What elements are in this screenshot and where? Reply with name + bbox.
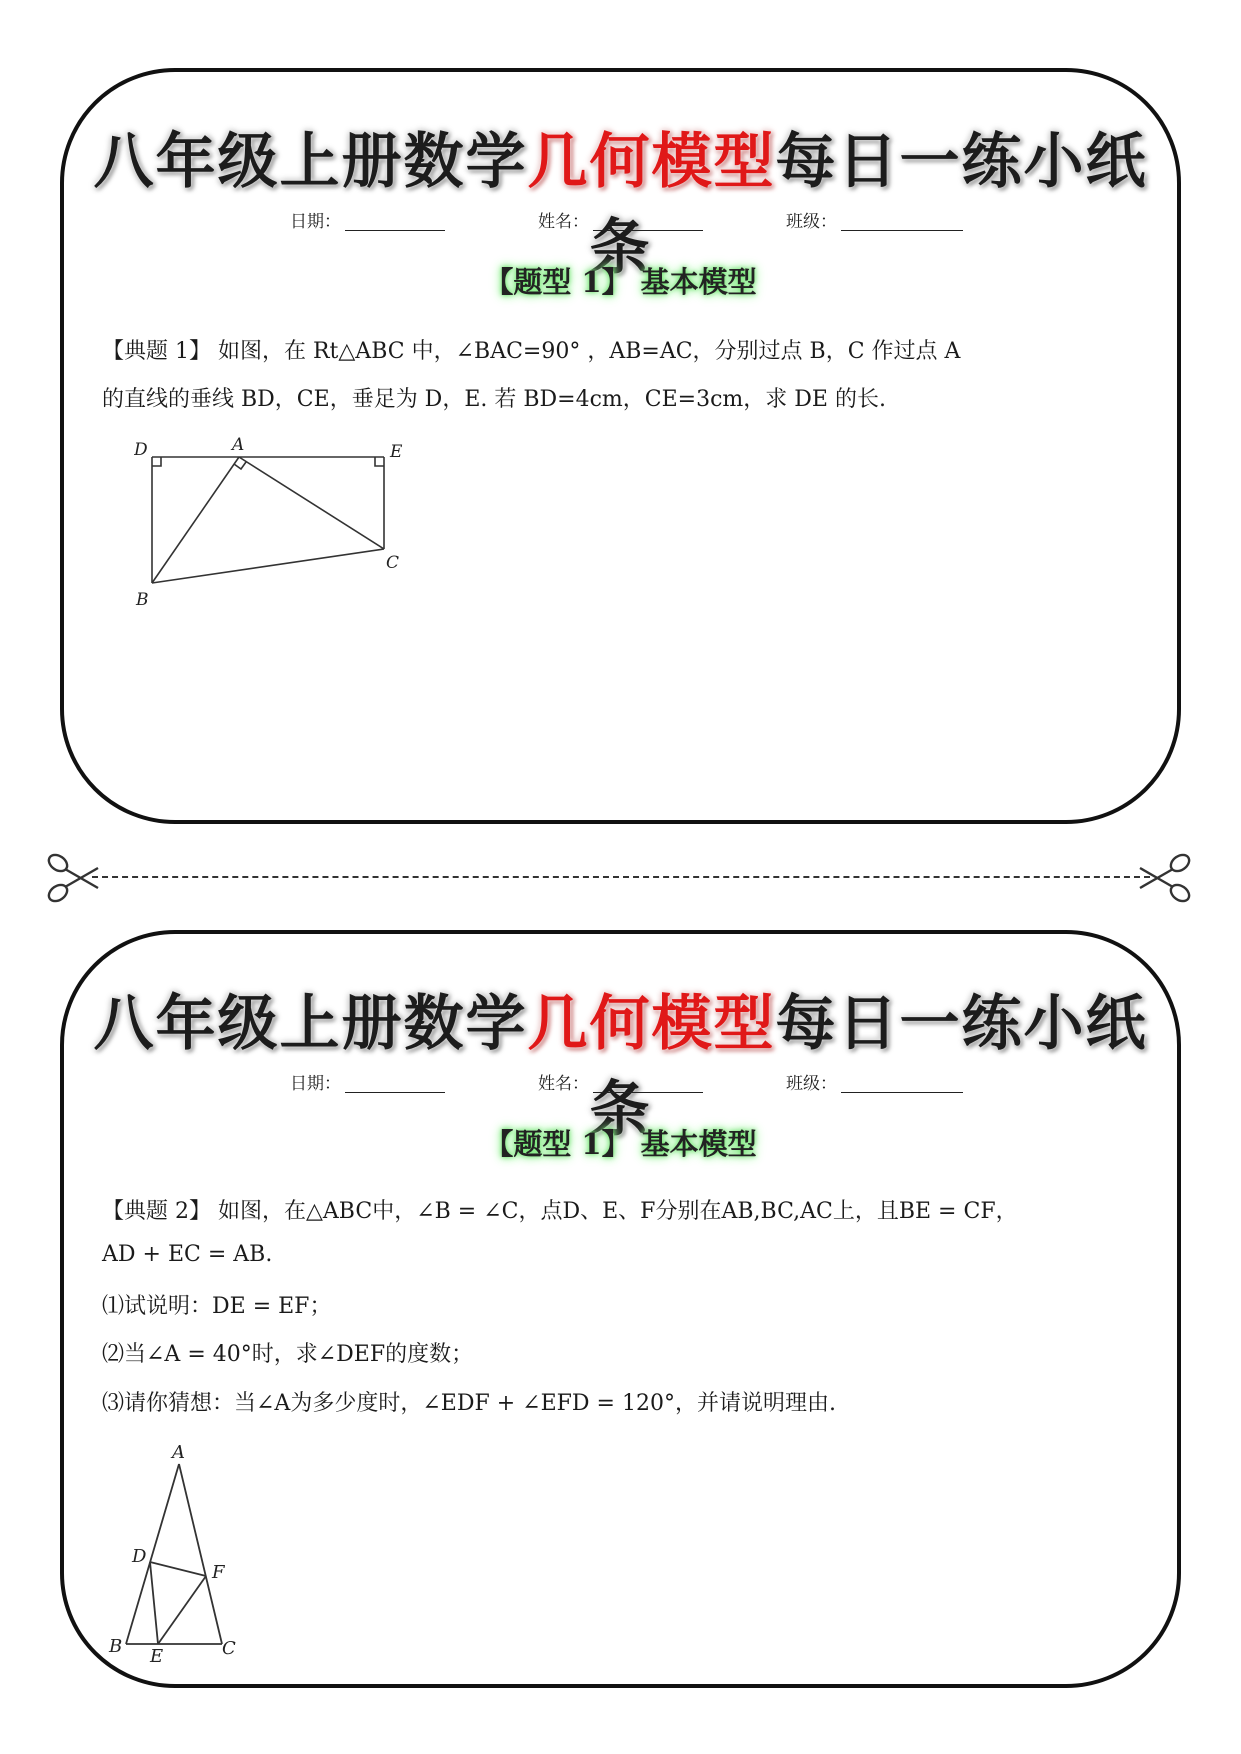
name-label: 姓名： (538, 212, 589, 232)
problem1-figure (134, 437, 474, 637)
label-D: D (132, 1546, 147, 1567)
title-part-2: 每日一练小纸条 (589, 989, 1148, 1145)
date-label: 日期： (290, 1074, 341, 1094)
date-field[interactable] (290, 1069, 445, 1094)
class-blank[interactable] (841, 212, 963, 231)
label-A: A (172, 1442, 185, 1463)
label-F: F (212, 1562, 225, 1583)
problem2-figure (104, 1434, 324, 1674)
class-blank[interactable] (841, 1074, 963, 1093)
right-angle-E (375, 457, 384, 466)
label-C: C (222, 1638, 236, 1659)
label-C: C (386, 553, 400, 573)
label-B: B (136, 590, 149, 610)
class-field[interactable] (786, 207, 963, 232)
class-label: 班级： (786, 1074, 837, 1094)
name-field[interactable] (538, 1069, 703, 1094)
segment-AC (239, 457, 384, 549)
label-E: E (150, 1646, 164, 1667)
segment-BC (152, 549, 384, 583)
title-part-1: 八年级上册数学 (93, 127, 528, 197)
cut-line (92, 876, 1150, 878)
class-field[interactable] (786, 1069, 963, 1094)
name-blank[interactable] (593, 212, 703, 231)
name-blank[interactable] (593, 1074, 703, 1093)
problem2-part-1: ⑴试说明：DE = EF； (102, 1294, 332, 1319)
segment-DE (150, 1562, 158, 1644)
date-field[interactable] (290, 207, 445, 232)
exercise-card-2 (60, 930, 1181, 1688)
problem1-line-1: 【典题 1】 如图，在 Rt△ABC 中，∠BAC=90° ，AB=AC，分别过点 B，C 作过点 A (102, 339, 961, 364)
label-E: E (390, 442, 403, 462)
segment-AC (179, 1464, 222, 1644)
section-heading: 【题型 1】 基本模型 (484, 265, 757, 299)
label-D: D (134, 440, 148, 460)
exercise-card-1 (60, 68, 1181, 824)
segment-AB (152, 457, 239, 583)
scissors-icon-left (44, 850, 100, 906)
class-label: 班级： (786, 212, 837, 232)
segment-EF (158, 1576, 206, 1644)
name-field[interactable] (538, 207, 703, 232)
problem2-line-2: AD + EC = AB. (102, 1242, 273, 1267)
name-label: 姓名： (538, 1074, 589, 1094)
problem1-line-2: 的直线的垂线 BD，CE，垂足为 D，E. 若 BD=4cm，CE=3cm，求 DE 的长. (102, 387, 886, 412)
problem2-part-2: ⑵当∠A = 40°时，求∠DEF的度数； (102, 1342, 474, 1367)
label-A: A (232, 437, 245, 455)
date-blank[interactable] (345, 1074, 445, 1093)
title-part-1: 八年级上册数学 (93, 989, 528, 1059)
problem2-part-3: ⑶请你猜想：当∠A为多少度时，∠EDF + ∠EFD = 120°，并请说明理由. (102, 1391, 836, 1416)
right-angle-A (234, 462, 246, 469)
problem2-line-1: 【典题 2】 如图，在△ABC中，∠B = ∠C，点D、E、F分别在AB,BC,AC上，且BE = CF， (102, 1199, 1018, 1224)
title-part-2: 每日一练小纸条 (589, 127, 1148, 283)
scissors-icon-right (1138, 850, 1194, 906)
date-blank[interactable] (345, 212, 445, 231)
section-heading: 【题型 1】 基本模型 (484, 1127, 757, 1161)
title-highlight: 几何模型 (527, 989, 776, 1059)
title-highlight: 几何模型 (527, 127, 776, 197)
date-label: 日期： (290, 212, 341, 232)
label-B: B (109, 1636, 123, 1657)
segment-DF (150, 1562, 206, 1576)
right-angle-D (152, 457, 161, 466)
